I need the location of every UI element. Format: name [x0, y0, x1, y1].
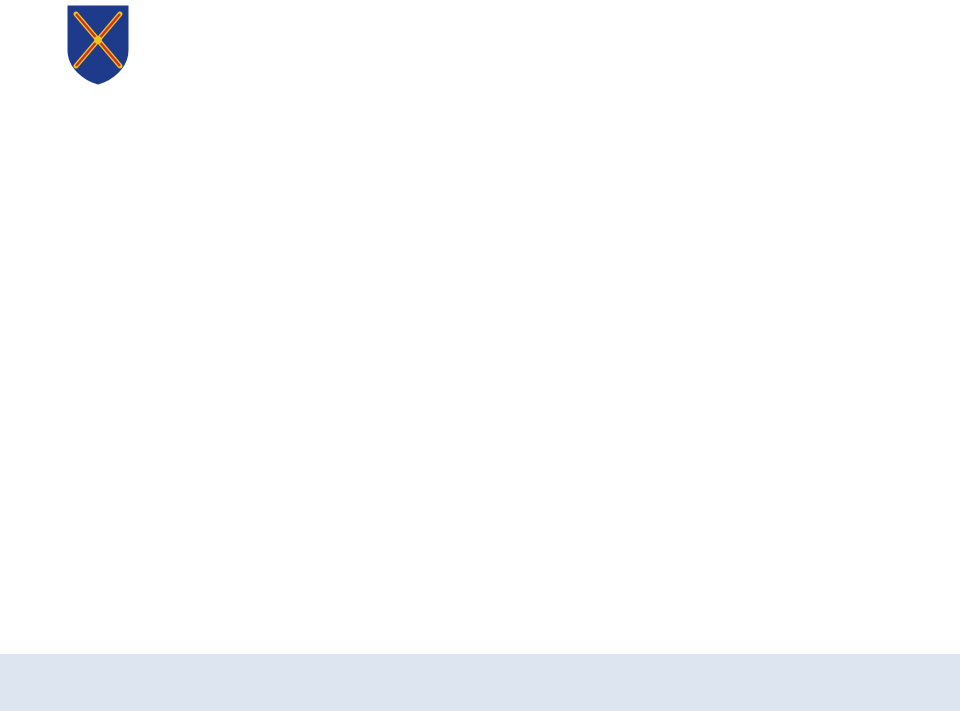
vara-kommun-coat-of-arms-icon	[14, 4, 184, 86]
vara-kommun-logo	[14, 4, 184, 110]
footer-bar	[0, 654, 960, 711]
